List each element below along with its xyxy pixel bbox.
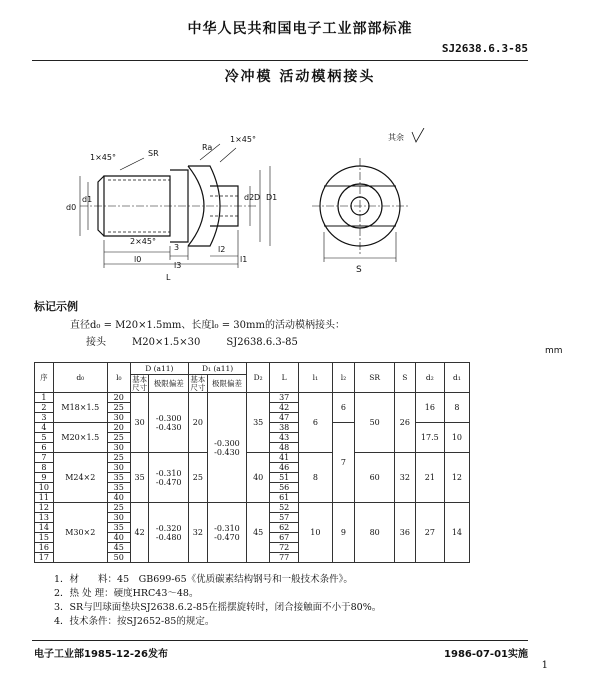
cell-l2: 7 (332, 423, 355, 503)
dim-d1: d1 (82, 195, 93, 204)
cell-l0: 25 (107, 403, 130, 413)
cell-l2: 6 (332, 393, 355, 423)
th-l1: l₁ (299, 363, 332, 393)
standard-org: 中华人民共和国电子工业部部标准 (187, 21, 413, 37)
cell-L: 47 (270, 413, 299, 423)
cell-L: 62 (270, 523, 299, 533)
unit-label: mm (545, 346, 563, 356)
row-no: 3 (35, 413, 54, 423)
note-2: 2．热 处 理：硬度HRC43～48。 (54, 588, 199, 599)
cell-d0: M24×2 (53, 453, 107, 503)
cell-d1: 8 (444, 393, 469, 423)
cell-L: 56 (270, 483, 299, 493)
cell-D1: 25 (188, 453, 207, 503)
th-D2: D₂ (247, 363, 270, 393)
row-no: 10 (35, 483, 54, 493)
top-rule (32, 60, 528, 61)
row-no: 1 (35, 393, 54, 403)
cell-l0: 50 (107, 553, 130, 563)
cell-l0: 20 (107, 423, 130, 433)
cell-L: 57 (270, 513, 299, 523)
cell-l0: 40 (107, 533, 130, 543)
cell-l0: 25 (107, 433, 130, 443)
th-D1-basic: 基本尺寸 (190, 374, 206, 392)
th-l0: l₀ (107, 363, 130, 393)
cell-l0: 30 (107, 463, 130, 473)
cell-D1: 32 (188, 503, 207, 563)
th-d2: d₂ (415, 363, 444, 393)
cell-D1: 20 (188, 393, 207, 453)
cell-l1: 6 (299, 393, 332, 453)
cell-l0: 20 (107, 393, 130, 403)
th-d0: d₀ (53, 363, 107, 393)
standard-number: SJ2638.6.3-85 (441, 42, 528, 55)
cell-L: 42 (270, 403, 299, 413)
cell-D1-dev: -0.300 -0.430 (207, 393, 247, 503)
example-name: 接头 (86, 337, 106, 348)
dim-d0: d0 (66, 203, 77, 212)
th-D-dev: 极限偏差 (149, 375, 189, 393)
row-no: 7 (35, 453, 54, 463)
cell-d2: 27 (415, 503, 444, 563)
cell-l1: 10 (299, 503, 332, 563)
cell-l0: 35 (107, 473, 130, 483)
cell-D-dev: -0.300 -0.430 (149, 393, 189, 453)
cell-L: 51 (270, 473, 299, 483)
dim-ra: Ra (202, 143, 213, 152)
cell-l0: 30 (107, 443, 130, 453)
cell-L: 43 (270, 433, 299, 443)
cell-D-dev: -0.320 -0.480 (149, 503, 189, 563)
cell-l1: 8 (299, 453, 332, 503)
cell-d1: 12 (444, 453, 469, 503)
publish-date: 电子工业部1985-12-26发布 (34, 649, 168, 660)
th-D: D (a11) (130, 363, 188, 375)
cell-d1: 14 (444, 503, 469, 563)
example-size: M20×1.5×30 (132, 337, 201, 348)
cell-D: 42 (130, 503, 149, 563)
cell-d0: M20×1.5 (53, 423, 107, 453)
cell-L: 72 (270, 543, 299, 553)
bottom-rule (32, 640, 528, 641)
row-no: 4 (35, 423, 54, 433)
cell-l0: 30 (107, 413, 130, 423)
cell-l2: 9 (332, 503, 355, 563)
cell-d0: M18×1.5 (53, 393, 107, 423)
cell-D: 30 (130, 393, 149, 453)
dim-3: 3 (174, 243, 180, 252)
page-title: 冷冲模 活动模柄接头 (224, 69, 376, 85)
cell-l0: 35 (107, 523, 130, 533)
cell-L: 46 (270, 463, 299, 473)
row-no: 17 (35, 553, 54, 563)
example-heading: 标记示例 (34, 300, 78, 313)
dim-chamfer-3: 2×45° (130, 237, 156, 246)
dim-l2: l2 (218, 245, 226, 254)
th-l2: l₂ (332, 363, 355, 393)
cell-L: 37 (270, 393, 299, 403)
example-line-2 (86, 333, 324, 348)
cell-l0: 35 (107, 483, 130, 493)
th-d1: d₁ (444, 363, 469, 393)
cell-l0: 30 (107, 513, 130, 523)
th-L: L (270, 363, 299, 393)
row-no: 12 (35, 503, 54, 513)
note-4: 4．技术条件：按SJ2652-85的规定。 (54, 616, 215, 627)
row-no: 13 (35, 513, 54, 523)
cell-L: 77 (270, 553, 299, 563)
row-no: 2 (35, 403, 54, 413)
dim-chamfer-2: 1×45° (230, 135, 256, 144)
cell-SR: 80 (355, 503, 395, 563)
dim-D1: D1 (266, 193, 278, 202)
th-no: 序 (35, 363, 54, 393)
row-no: 14 (35, 523, 54, 533)
cell-L: 67 (270, 533, 299, 543)
cell-d2: 17.5 (415, 423, 444, 453)
cell-L: 61 (270, 493, 299, 503)
row-no: 6 (35, 443, 54, 453)
row-no: 11 (35, 493, 54, 503)
cell-S: 36 (394, 503, 415, 563)
end-view-centerlines (312, 158, 408, 254)
dim-l1: l1 (240, 255, 248, 264)
cell-S: 26 (394, 393, 415, 453)
notes (54, 573, 381, 629)
row-no: 9 (35, 473, 54, 483)
th-D1-dev: 极限偏差 (207, 375, 247, 393)
th-D1: D₁ (a11) (188, 363, 246, 375)
dim-l0: l0 (134, 255, 142, 264)
dim-D: D (254, 193, 261, 202)
dim-L: L (166, 273, 171, 282)
note-3: 3．SR与凹球面垫块SJ2638.6.2-85在摇摆旋转时，闭合接触面不小于80%。 (54, 602, 382, 613)
page-number: 1 (541, 660, 548, 671)
cell-l0: 45 (107, 543, 130, 553)
cell-D2: 40 (247, 453, 270, 503)
row-no: 8 (35, 463, 54, 473)
cell-L: 38 (270, 423, 299, 433)
cell-d2: 21 (415, 453, 444, 503)
th-S: S (394, 363, 415, 393)
dim-S: S (356, 265, 362, 275)
cell-D-dev: -0.310 -0.470 (149, 453, 189, 503)
cell-SR: 60 (355, 453, 395, 503)
surface-note: 其余 (388, 133, 404, 142)
spec-table (34, 362, 470, 563)
note-1: 1．材 料：45 GB699-65《优质碳素结构钢号和一般技术条件》。 (54, 574, 353, 585)
roughness-symbol (412, 128, 424, 142)
row-no: 5 (35, 433, 54, 443)
dim-sr: SR (148, 149, 159, 158)
cell-D2: 45 (247, 503, 270, 563)
th-D-basic: 基本尺寸 (132, 374, 148, 392)
cell-D: 35 (130, 453, 149, 503)
cell-d0: M30×2 (53, 503, 107, 563)
cell-d1: 10 (444, 423, 469, 453)
dim-l3: l3 (174, 261, 182, 270)
cell-L: 41 (270, 453, 299, 463)
effective-date: 1986-07-01实施 (444, 649, 528, 660)
cell-l0: 25 (107, 503, 130, 513)
cell-l0: 25 (107, 453, 130, 463)
cell-l0: 40 (107, 493, 130, 503)
row-no: 16 (35, 543, 54, 553)
cell-L: 48 (270, 443, 299, 453)
cell-L: 52 (270, 503, 299, 513)
cell-D1-dev: -0.310 -0.470 (207, 503, 247, 563)
th-SR: SR (355, 363, 395, 393)
example-line-1: 直径d₀ = M20×1.5mm、长度l₀ = 30mm的活动模柄接头： (70, 320, 345, 331)
row-no: 15 (35, 533, 54, 543)
cell-d2: 16 (415, 393, 444, 423)
dim-d2: d2 (244, 193, 255, 202)
example-std: SJ2638.6.3-85 (226, 337, 298, 348)
technical-drawing (60, 128, 480, 288)
cell-D2: 35 (247, 393, 270, 453)
cell-SR: 50 (355, 393, 395, 453)
dim-chamfer-1: 1×45° (90, 153, 116, 162)
cell-S: 32 (394, 453, 415, 503)
